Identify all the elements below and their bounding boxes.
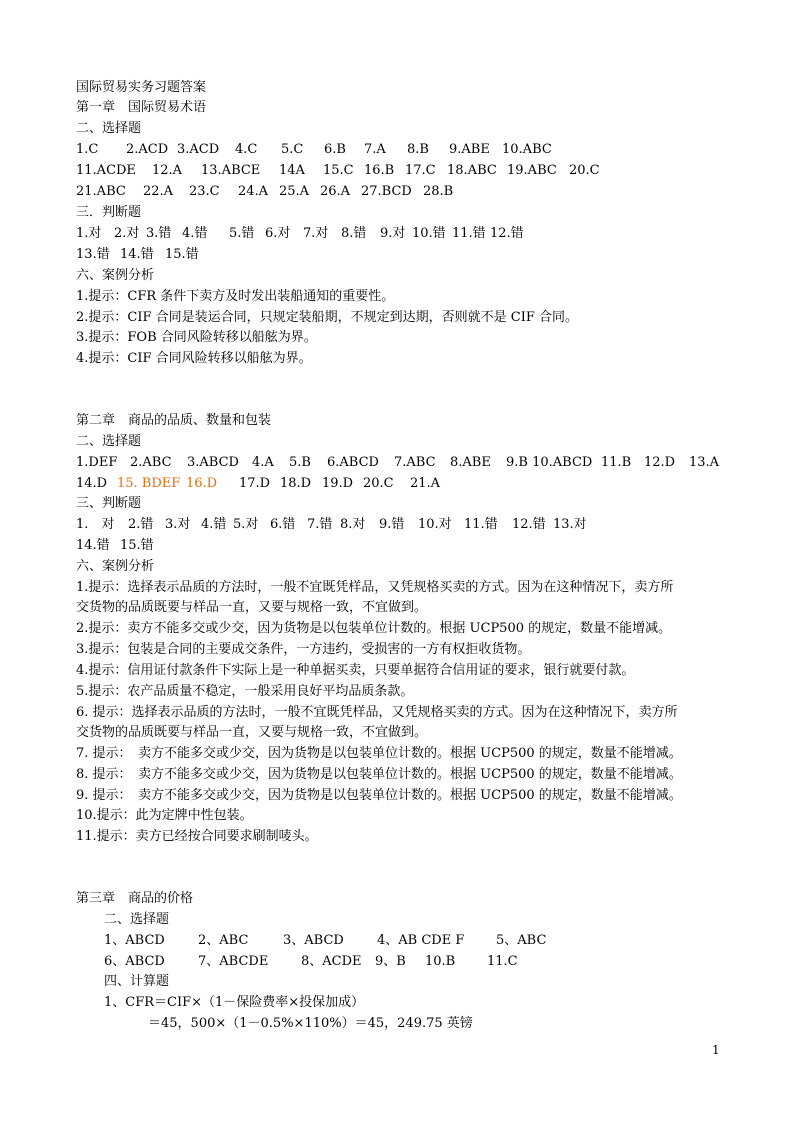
- chapter1-case-1: 1.提示：CFR 条件下卖方及时发出装船通知的重要性。: [76, 289, 395, 304]
- chapter2-tf-row1: [76, 517, 587, 533]
- chapter2-case-line: 10.提示：此为定牌中性包装。: [76, 808, 253, 823]
- chapter2-case-line: 4.提示：信用证付款条件下实际上是一种单据买卖，只要单据符合信用证的要求，银行就要付款。: [76, 663, 635, 678]
- answer-item: 21.A: [410, 476, 441, 491]
- chapter1-choice-row1: [76, 142, 552, 158]
- answer-item: 2.ABC: [130, 455, 172, 470]
- chapter3-calc-formula: 1、CFR＝CIF×（1－保险费率×投保加成）: [104, 995, 365, 1010]
- answer-item: 1. 对: [76, 517, 115, 532]
- chapter1-tf-heading: 三．判断题: [76, 205, 142, 220]
- answer-item: 20.C: [569, 163, 600, 178]
- answer-item: 18.ABC: [447, 163, 497, 178]
- chapter2-choice-row1: [76, 455, 719, 471]
- answer-item: 6.对: [265, 226, 291, 241]
- highlighted-answer-item: 15. BDEF: [117, 476, 181, 491]
- answer-item: 7.对: [303, 226, 329, 241]
- answer-item: 12.A: [152, 163, 183, 178]
- answer-item: 3.ABCD: [187, 455, 239, 470]
- chapter2-case-heading: 六、案例分析: [76, 559, 155, 574]
- answer-item: 14.错: [120, 247, 154, 262]
- chapter2-case-line: 6. 提示：选择表示品质的方法时，一般不宜既凭样品，又凭规格买卖的方式。因为在这种情况下，卖方所: [76, 705, 678, 720]
- answer-item: 5.C: [281, 142, 304, 157]
- answer-item: 11.错: [452, 226, 486, 241]
- answer-item: 7.A: [364, 142, 386, 157]
- answer-item: 8.B: [407, 142, 429, 157]
- answer-item: 9.错: [379, 517, 405, 532]
- chapter3-calc-result: ＝45，500×（1－0.5%×110%）＝45，249.75 英镑: [148, 1016, 473, 1031]
- answer-item: 14A: [279, 163, 305, 178]
- answer-item: 2.ACD: [126, 142, 169, 157]
- answer-item: 11.C: [487, 954, 518, 969]
- answer-item: 16.B: [364, 163, 395, 178]
- answer-item: 17.C: [405, 163, 436, 178]
- chapter2-title: 第二章 商品的品质、数量和包装: [76, 413, 272, 428]
- answer-item: 7.错: [307, 517, 333, 532]
- answer-item: 11.ACDE: [76, 163, 136, 178]
- chapter1-tf-row1: [76, 226, 524, 242]
- answer-item: 3、ABCD: [283, 933, 344, 948]
- answer-item: 4.A: [252, 455, 274, 470]
- chapter2-tf-row2: [76, 538, 154, 554]
- chapter2-case-line: 交货物的品质既要与样品一直，又要与规格一致，不宜做到。: [76, 600, 428, 615]
- answer-item: 5.B: [289, 455, 311, 470]
- answer-item: 17.D: [239, 476, 271, 491]
- chapter3-calc-heading: 四、计算题: [104, 974, 170, 989]
- chapter2-choice-heading: 二、选择题: [76, 434, 142, 449]
- answer-item: 26.A: [320, 184, 351, 199]
- answer-item: 9.ABE: [449, 142, 490, 157]
- answer-item: 8、ACDE: [301, 954, 362, 969]
- answer-item: 5.错: [229, 226, 255, 241]
- chapter3-choice-row2: [104, 954, 518, 970]
- answer-item: 10.B: [425, 954, 456, 969]
- answer-item: 12.D: [644, 455, 676, 470]
- answer-item: 20.C: [363, 476, 394, 491]
- chapter2-tf-heading: 三、判断题: [76, 496, 142, 511]
- answer-item: 11.B: [601, 455, 632, 470]
- answer-item: 25.A: [279, 184, 310, 199]
- answer-item: 6.错: [270, 517, 296, 532]
- answer-item: 3.错: [146, 226, 172, 241]
- chapter2-case-line: 2.提示：卖方不能多交或少交，因为货物是以包装单位计数的。根据 UCP500 的规定，数量不能增减。: [76, 621, 672, 636]
- answer-item: 2.错: [128, 517, 154, 532]
- answer-item: 13.ABCE: [201, 163, 261, 178]
- answer-item: 10.ABC: [502, 142, 552, 157]
- answer-item: 13.A: [689, 455, 720, 470]
- answer-item: 27.BCD: [361, 184, 412, 199]
- answer-item: 18.D: [280, 476, 312, 491]
- answer-item: 14.D: [76, 476, 108, 491]
- chapter2-case-line: 1.提示：选择表示品质的方法时，一般不宜既凭样品，又凭规格买卖的方式。因为在这种情况下，卖方所: [76, 580, 674, 595]
- highlighted-answer-item: 16.D: [186, 476, 218, 491]
- answer-item: 23.C: [189, 184, 220, 199]
- chapter1-choice-heading: 二、选择题: [76, 121, 142, 136]
- chapter2-case-line: 5.提示：农产品质量不稳定，一般采用良好平均品质条款。: [76, 684, 414, 699]
- page-number: 1: [712, 1043, 720, 1057]
- chapter1-case-2: 2.提示：CIF 合同是装运合同，只规定装船期，不规定到达期，否则就不是 CIF 合同。: [76, 310, 579, 325]
- answer-item: 8.错: [341, 226, 367, 241]
- chapter1-title: 第一章 国际贸易术语: [76, 100, 207, 115]
- answer-item: 24.A: [238, 184, 269, 199]
- chapter1-case-3: 3.提示：FOB 合同风险转移以船舷为界。: [76, 330, 317, 345]
- answer-item: 15.错: [165, 247, 199, 262]
- answer-item: 15.错: [120, 538, 154, 553]
- answer-item: 22.A: [143, 184, 174, 199]
- answer-item: 15.C: [323, 163, 354, 178]
- document-title: 国际贸易实务习题答案: [76, 80, 207, 95]
- answer-item: 8.对: [340, 517, 366, 532]
- answer-item: 1、ABCD: [104, 933, 165, 948]
- answer-item: 14.错: [76, 538, 110, 553]
- answer-item: 4.C: [235, 142, 258, 157]
- answer-item: 8.ABE: [450, 455, 491, 470]
- chapter1-choice-row2: [76, 163, 600, 179]
- chapter2-case-line: 交货物的品质既要与样品一直，又要与规格一致，不宜做到。: [76, 725, 428, 740]
- chapter2-case-line: 9. 提示： 卖方不能多交或少交，因为货物是以包装单位计数的。根据 UCP500 的规定，数量不能增减。: [76, 788, 682, 803]
- chapter3-choice-heading: 二、选择题: [104, 912, 170, 927]
- answer-item: 6.B: [324, 142, 346, 157]
- answer-item: 9、B: [375, 954, 406, 969]
- answer-item: 2.对: [114, 226, 140, 241]
- chapter2-case-line: 7. 提示： 卖方不能多交或少交，因为货物是以包装单位计数的。根据 UCP500 的规定，数量不能增减。: [76, 746, 682, 761]
- answer-item: 10.错: [412, 226, 446, 241]
- answer-item: 7.ABC: [394, 455, 436, 470]
- chapter1-tf-row2: [76, 247, 199, 263]
- chapter2-choice-row2: [76, 476, 440, 492]
- answer-item: 5.对: [233, 517, 259, 532]
- chapter1-case-4: 4.提示：CIF 合同风险转移以船舷为界。: [76, 351, 312, 366]
- answer-item: 1.对: [76, 226, 102, 241]
- answer-item: 1.C: [76, 142, 99, 157]
- answer-item: 10.对: [418, 517, 452, 532]
- chapter2-case-line: 3.提示：包装是合同的主要成交条件，一方违约，受损害的一方有权拒收货物。: [76, 642, 531, 657]
- answer-item: 6.ABCD: [327, 455, 379, 470]
- answer-item: 7、ABCDE: [198, 954, 269, 969]
- answer-item: 12.错: [512, 517, 546, 532]
- answer-item: 4.错: [201, 517, 227, 532]
- answer-item: 2、ABC: [198, 933, 249, 948]
- answer-item: 21.ABC: [76, 184, 126, 199]
- answer-item: 9.对: [380, 226, 406, 241]
- answer-item: 6、ABCD: [104, 954, 165, 969]
- chapter2-case-line: 11.提示：卖方已经按合同要求刷制唛头。: [76, 829, 318, 844]
- chapter3-choice-row1: [104, 933, 546, 949]
- chapter3-title: 第三章 商品的价格: [76, 891, 194, 906]
- answer-item: 12.错: [490, 226, 524, 241]
- answer-item: 1.DEF: [76, 455, 118, 470]
- answer-item: 3.对: [165, 517, 191, 532]
- answer-item: 13.对: [553, 517, 587, 532]
- answer-item: 11.错: [464, 517, 498, 532]
- answer-item: 28.B: [423, 184, 454, 199]
- answer-item: 19.ABC: [507, 163, 557, 178]
- answer-item: 9.B 10.ABCD: [506, 455, 593, 470]
- chapter1-case-heading: 六、案例分析: [76, 268, 155, 283]
- answer-item: 4.错: [182, 226, 208, 241]
- answer-item: 4、AB CDE F: [377, 933, 465, 948]
- chapter2-case-line: 8. 提示： 卖方不能多交或少交，因为货物是以包装单位计数的。根据 UCP500 的规定，数量不能增减。: [76, 767, 682, 782]
- chapter1-choice-row3: [76, 184, 453, 200]
- answer-item: 3.ACD: [177, 142, 220, 157]
- answer-item: 19.D: [322, 476, 354, 491]
- answer-item: 5、ABC: [496, 933, 547, 948]
- answer-item: 13.错: [76, 247, 110, 262]
